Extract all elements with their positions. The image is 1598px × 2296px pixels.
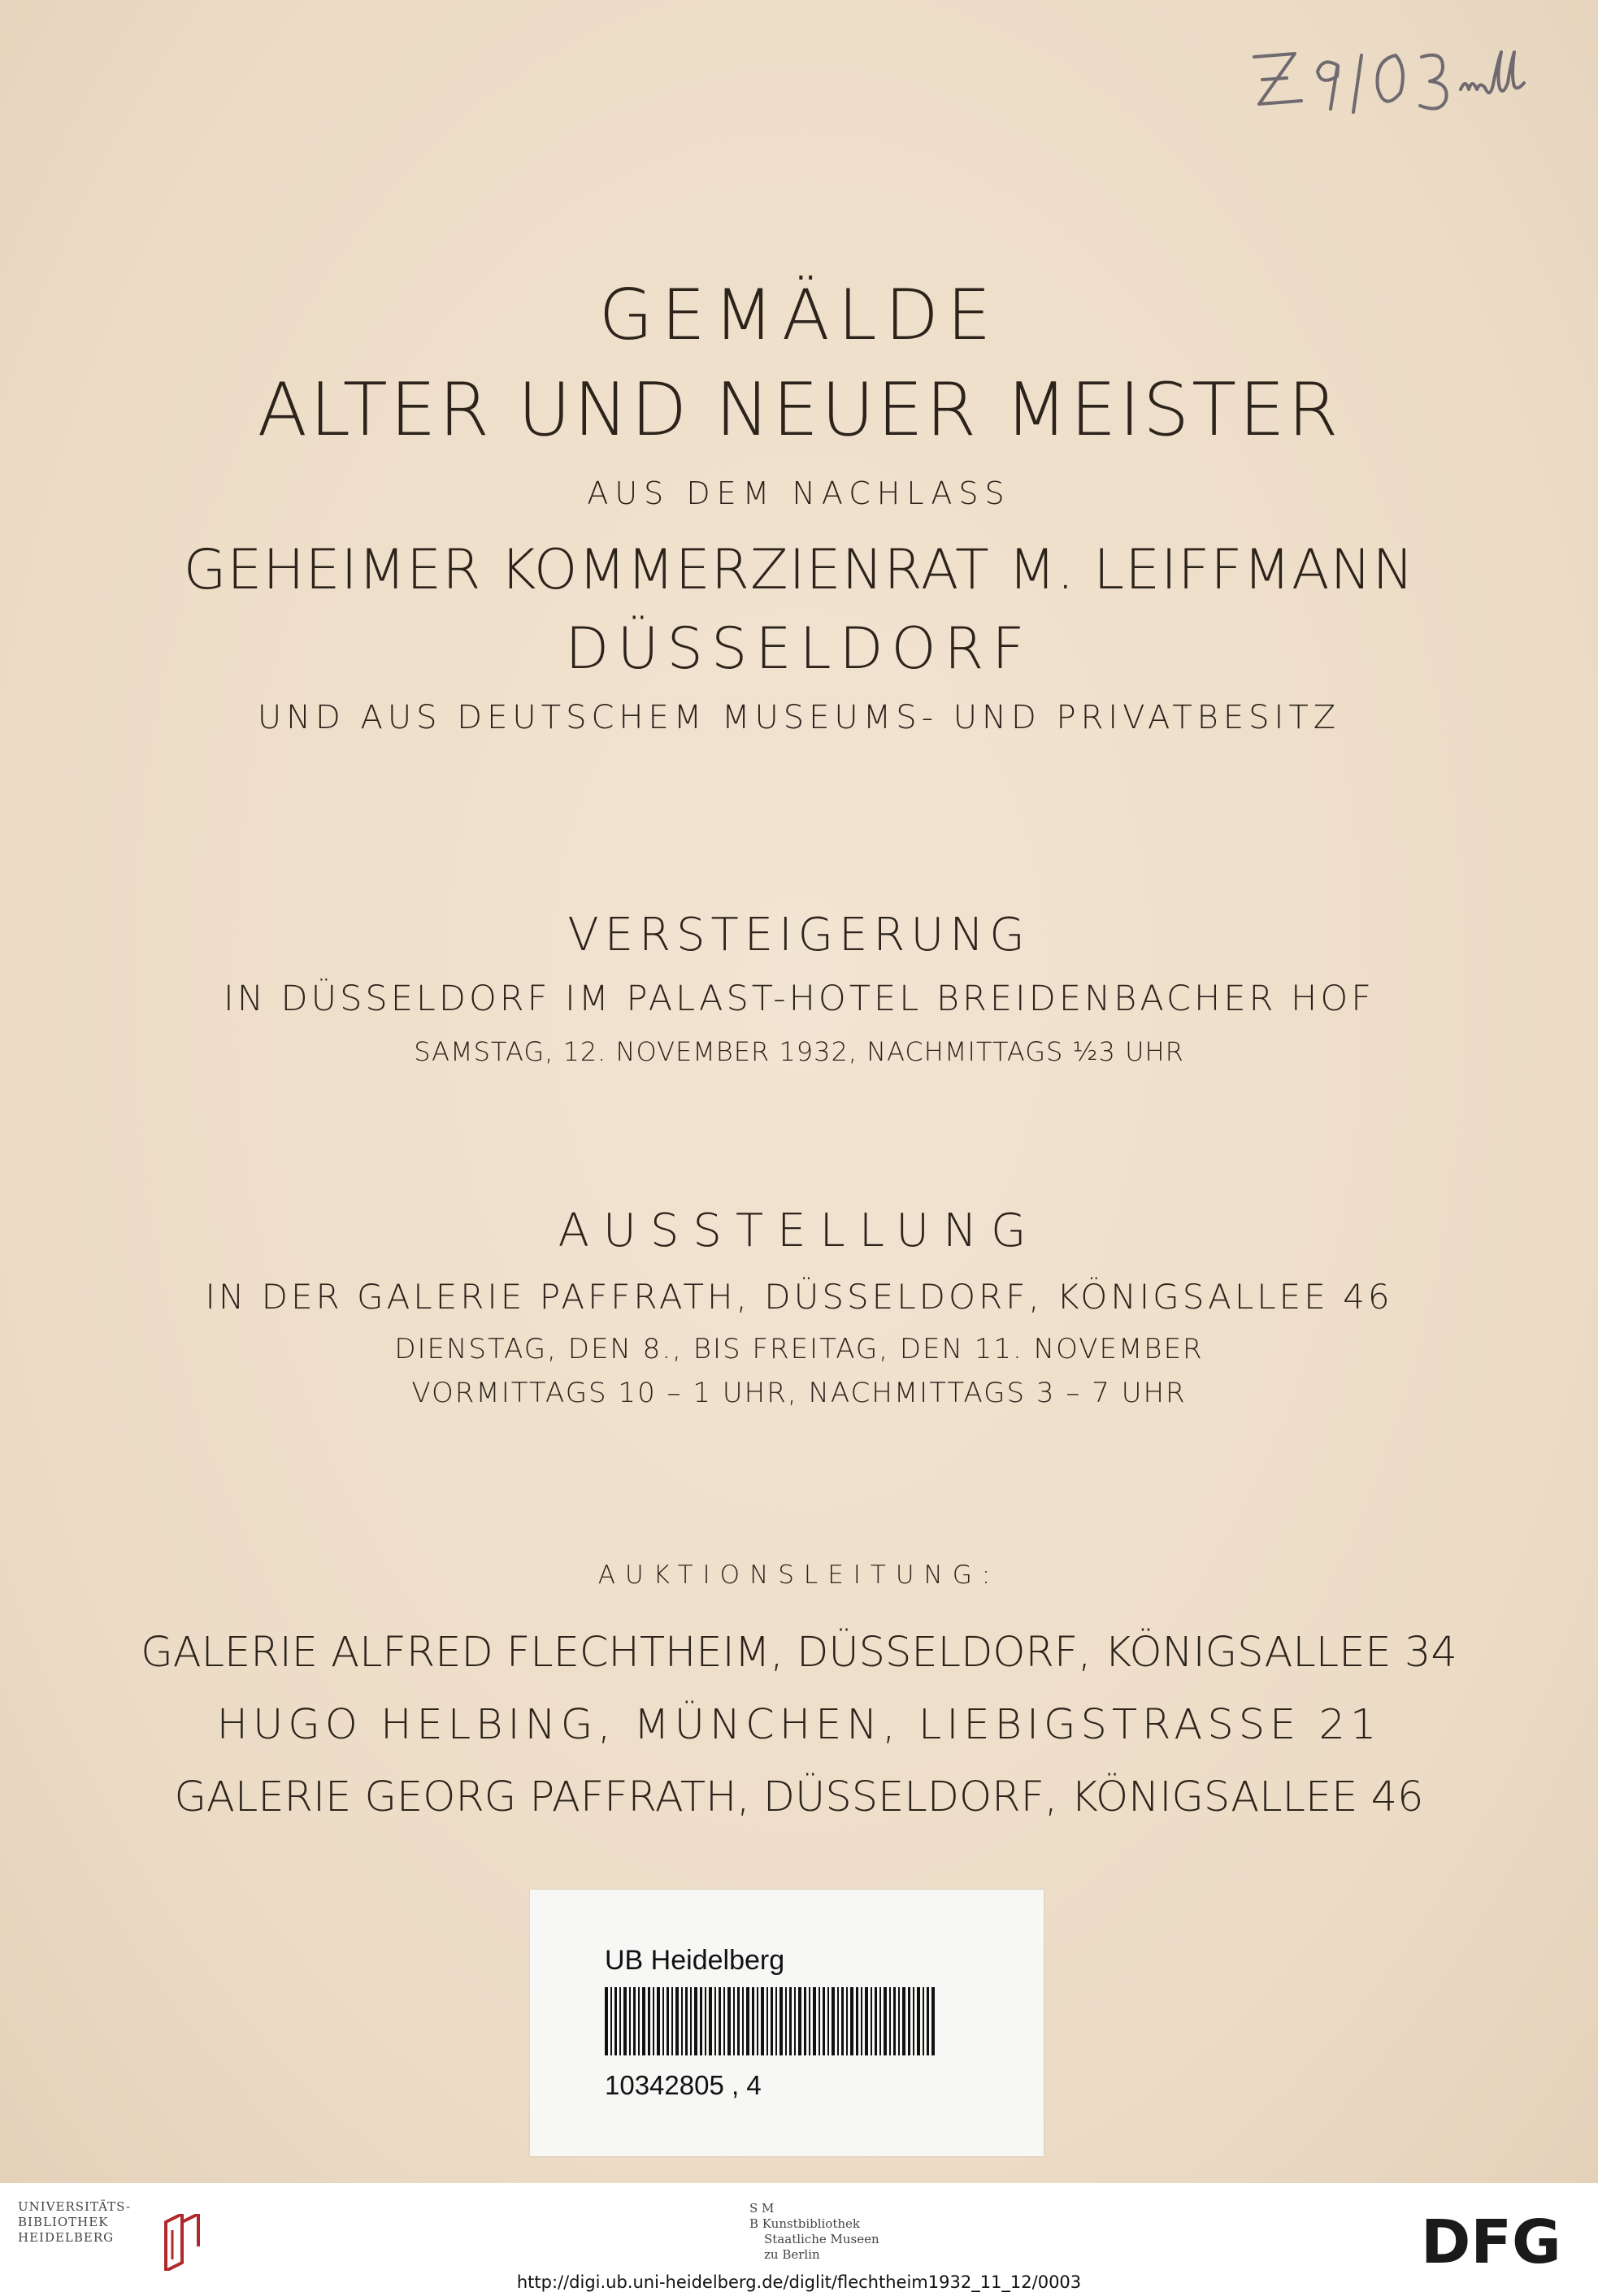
exhibition-location: IN DER GALERIE PAFFRATH, DÜSSELDORF, KÖNIGSALLEE 46 (205, 1277, 1393, 1317)
auction-date: SAMSTAG, 12. NOVEMBER 1932, NACHMITTAGS ½3 UHR (414, 1036, 1184, 1067)
smb-logo-line-4: zu Berlin (764, 2247, 820, 2262)
ub-logo-line-1: UNIVERSITÄTS- (18, 2199, 132, 2214)
library-label-number: 10342805 , 4 (605, 2070, 762, 2100)
ub-logo-icon (158, 2214, 206, 2271)
title-line-duesseldorf: DÜSSELDORF (565, 615, 1033, 682)
ub-logo-text (18, 2199, 131, 2246)
management-line-helbing: HUGO HELBING, MÜNCHEN, LIEBIGSTRASSE 21 (216, 1701, 1382, 1749)
management-line-paffrath: GALERIE GEORG PAFFRATH, DÜSSELDORF, KÖNIGSALLEE 46 (174, 1773, 1424, 1821)
exhibition-hours: VORMITTAGS 10 – 1 UHR, NACHMITTAGS 3 – 7 UHR (411, 1377, 1187, 1409)
subtitle-privatbesitz: UND AUS DEUTSCHEM MUSEUMS- UND PRIVATBESITZ (257, 699, 1341, 736)
exhibition-dates: DIENSTAG, DEN 8., BIS FREITAG, DEN 11. NOVEMBER (394, 1333, 1204, 1365)
exhibition-heading: AUSSTELLUNG (558, 1204, 1040, 1257)
title-line-meister: ALTER UND NEUER MEISTER (257, 367, 1341, 453)
subtitle-nachlass: AUS DEM NACHLASS (587, 475, 1011, 511)
title-line-leiffmann: GEHEIMER KOMMERZIENRAT M. LEIFFMANN (183, 538, 1415, 602)
ub-logo-line-2: BIBLIOTHEK (18, 2215, 109, 2229)
dfg-logo-text: DFG (1421, 2212, 1561, 2269)
smb-logo-line-1: S M (749, 2201, 775, 2216)
management-line-flechtheim: GALERIE ALFRED FLECHTHEIM, DÜSSELDORF, KÖNIGSALLEE 34 (141, 1629, 1457, 1677)
ub-logo-line-3: HEIDELBERG (18, 2230, 115, 2245)
library-label (530, 1890, 1044, 2156)
digitization-footer (0, 2183, 1598, 2296)
handwritten-shelfmark (1248, 33, 1581, 122)
auction-location: IN DÜSSELDORF IM PALAST-HOTEL BREIDENBACHER HOF (224, 979, 1374, 1019)
smb-logo-line-3: Staatliche Museen (764, 2232, 879, 2246)
title-line-gemaelde: GEMÄLDE (598, 275, 1000, 356)
ub-heidelberg-logo[interactable] (18, 2199, 205, 2281)
dfg-logo[interactable] (1421, 2212, 1583, 2269)
smb-logo-line-2: B Kunstbibliothek (749, 2216, 860, 2231)
source-url-link[interactable]: http://digi.ub.uni-heidelberg.de/diglit/flechtheim1932_11_12/0003 (516, 2272, 1082, 2292)
auction-heading: VERSTEIGERUNG (567, 909, 1031, 961)
barcode (605, 1987, 935, 2055)
smb-kunstbibliothek-logo[interactable] (749, 2201, 879, 2263)
management-heading: AUKTIONSLEITUNG: (597, 1560, 1001, 1590)
library-label-title: UB Heidelberg (605, 1945, 785, 1976)
